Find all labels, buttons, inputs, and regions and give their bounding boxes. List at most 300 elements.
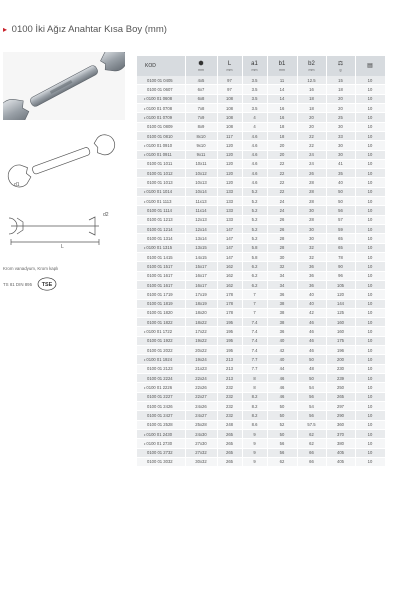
table-cell: 8	[242, 383, 267, 392]
table-cell: 6.2	[242, 280, 267, 289]
length-label: L	[61, 244, 64, 250]
table-cell: 18	[297, 94, 326, 103]
table-row	[137, 252, 385, 261]
table-cell: 8x9	[185, 122, 217, 131]
table-cell: 56	[267, 448, 297, 457]
table-cell: 10	[355, 420, 385, 429]
table-cell: 370	[326, 429, 355, 438]
table-cell: 6.2	[242, 262, 267, 271]
table-row	[137, 420, 385, 429]
table-cell: 22	[267, 187, 297, 196]
spec-notes	[3, 266, 58, 291]
table-cell: 12x13	[185, 215, 217, 224]
table-cell: 18	[267, 131, 297, 140]
page-title-text: 0100 İki Ağız Anahtar Kısa Boy (mm)	[11, 24, 167, 35]
table-row	[137, 94, 385, 103]
table-cell: 133	[217, 197, 242, 206]
table-row	[137, 159, 385, 168]
table-cell: 24x26	[185, 401, 217, 410]
product-code-cell: 0100 01 1822	[137, 318, 185, 327]
table-cell: 196	[326, 346, 355, 355]
product-code-cell: 0100 01 0810	[137, 131, 185, 140]
table-cell: 10	[355, 178, 385, 187]
table-row	[137, 76, 385, 85]
table-cell: 120	[326, 290, 355, 299]
table-row	[137, 392, 385, 401]
table-cell: 265	[217, 448, 242, 457]
table-cell: 10	[355, 383, 385, 392]
table-cell: 27x30	[185, 439, 217, 448]
table-cell: 10	[355, 308, 385, 317]
table-cell: 26	[267, 225, 297, 234]
table-cell: 97	[217, 76, 242, 85]
table-cell: 10	[355, 355, 385, 364]
table-cell: 4	[242, 122, 267, 131]
table-row	[137, 141, 385, 150]
table-cell: 108	[217, 103, 242, 112]
table-cell: 4.6	[242, 150, 267, 159]
table-cell: 46	[297, 336, 326, 345]
table-cell: 59	[326, 225, 355, 234]
table-cell: 9	[242, 439, 267, 448]
table-cell: 195	[217, 346, 242, 355]
table-cell: 405	[326, 457, 355, 466]
table-row	[137, 85, 385, 94]
table-cell: 62	[297, 439, 326, 448]
column-symbol: b2	[308, 60, 315, 67]
column-symbol: L	[227, 60, 232, 67]
table-cell: 380	[326, 439, 355, 448]
table-cell: 20	[297, 122, 326, 131]
table-row	[137, 234, 385, 243]
table-cell: 7	[242, 290, 267, 299]
table-cell: 50	[326, 197, 355, 206]
product-code-cell: 0100 01 2022	[137, 346, 185, 355]
column-header-7	[355, 56, 385, 76]
table-cell: 133	[217, 215, 242, 224]
table-cell: 28	[267, 243, 297, 252]
table-cell: 11x13	[185, 197, 217, 206]
table-cell: 125	[326, 308, 355, 317]
table-cell: 25x28	[185, 420, 217, 429]
column-unit: mm	[279, 67, 285, 72]
table-cell: 20	[267, 150, 297, 159]
table-cell: 40	[297, 299, 326, 308]
table-row	[137, 411, 385, 420]
table-cell: 30	[326, 141, 355, 150]
product-photo	[3, 52, 125, 120]
table-cell: 50	[267, 411, 297, 420]
table-cell: 144	[326, 299, 355, 308]
table-cell: 213	[217, 355, 242, 364]
table-cell: 10	[355, 122, 385, 131]
table-cell: 33	[326, 131, 355, 140]
product-code-cell: • 0100 01 2226	[137, 383, 185, 392]
product-code-cell: • 0100 01 2430	[137, 429, 185, 438]
table-cell: 147	[217, 234, 242, 243]
table-cell: 10	[355, 150, 385, 159]
table-cell: 4.6	[242, 159, 267, 168]
table-cell: 108	[217, 113, 242, 122]
table-cell: 3.5	[242, 94, 267, 103]
table-cell: 21x23	[185, 364, 217, 373]
table-cell: 9x10	[185, 141, 217, 150]
table-cell: 120	[217, 159, 242, 168]
table-row	[137, 206, 385, 215]
table-cell: 46	[297, 346, 326, 355]
table-row	[137, 457, 385, 466]
product-code-cell: 0100 01 2224	[137, 374, 185, 383]
table-cell: 9	[242, 429, 267, 438]
table-cell: 24	[267, 206, 297, 215]
table-cell: 10	[355, 131, 385, 140]
table-cell: 7.4	[242, 336, 267, 345]
table-cell: 120	[217, 178, 242, 187]
column-header-kod: KOD	[137, 56, 185, 76]
table-cell: 38	[267, 318, 297, 327]
table-cell: 12.5	[297, 76, 326, 85]
d2-label: d2	[103, 212, 109, 218]
table-cell: 78	[326, 252, 355, 261]
table-cell: 9x11	[185, 150, 217, 159]
product-code-cell: 0100 01 2528	[137, 420, 185, 429]
wrench-technical-drawing	[3, 130, 125, 250]
table-row	[137, 299, 385, 308]
table-cell: 30x32	[185, 457, 217, 466]
table-row	[137, 103, 385, 112]
table-cell: 10x11	[185, 159, 217, 168]
product-code-cell: 0100 01 1213	[137, 215, 185, 224]
table-cell: 10	[355, 197, 385, 206]
table-cell: 28	[297, 178, 326, 187]
column-unit: mm	[251, 67, 258, 72]
table-cell: 10	[355, 364, 385, 373]
table-cell: 162	[217, 271, 242, 280]
table-cell: 24	[297, 150, 326, 159]
table-cell: 66	[297, 448, 326, 457]
table-cell: 46	[267, 392, 297, 401]
table-cell: 20	[267, 141, 297, 150]
table-cell: 36	[267, 290, 297, 299]
column-symbol: a1	[251, 60, 258, 67]
table-cell: 90	[326, 262, 355, 271]
table-cell: 8.6	[242, 420, 267, 429]
product-code-cell: 0100 01 1820	[137, 308, 185, 317]
table-cell: 48	[297, 364, 326, 373]
table-cell: 213	[217, 374, 242, 383]
column-header-1	[185, 56, 217, 76]
table-cell: 19x22	[185, 336, 217, 345]
table-cell: 42	[297, 308, 326, 317]
table-row	[137, 262, 385, 271]
table-cell: 34	[267, 271, 297, 280]
table-cell: 22	[267, 178, 297, 187]
table-cell: 10x13	[185, 178, 217, 187]
table-cell: 11	[267, 76, 297, 85]
product-code-cell: 0100 01 3032	[137, 457, 185, 466]
table-cell: 30	[297, 234, 326, 243]
product-code-cell: 0100 01 1013	[137, 178, 185, 187]
table-cell: 13x15	[185, 243, 217, 252]
table-row	[137, 215, 385, 224]
table-cell: 16	[297, 85, 326, 94]
table-cell: 3.5	[242, 76, 267, 85]
table-cell: 18x22	[185, 318, 217, 327]
table-cell: 16	[267, 103, 297, 112]
table-cell: 3.5	[242, 85, 267, 94]
table-cell: 10	[355, 169, 385, 178]
column-symbol: ▤	[367, 62, 373, 69]
table-cell: 10	[355, 243, 385, 252]
table-cell: 7.4	[242, 327, 267, 336]
table-cell: 10x12	[185, 169, 217, 178]
table-cell: 13x14	[185, 234, 217, 243]
table-cell: 22	[297, 141, 326, 150]
table-cell: 66	[297, 457, 326, 466]
table-cell: 108	[217, 94, 242, 103]
table-cell: 8.2	[242, 392, 267, 401]
table-row	[137, 280, 385, 289]
table-cell: 7.7	[242, 355, 267, 364]
table-cell: 54	[297, 383, 326, 392]
table-cell: 30	[267, 252, 297, 261]
table-row	[137, 327, 385, 336]
table-cell: 133	[217, 187, 242, 196]
column-header-5	[297, 56, 326, 76]
table-cell: 5.2	[242, 206, 267, 215]
product-code-cell: • 0100 01 2730	[137, 439, 185, 448]
table-cell: 162	[217, 262, 242, 271]
table-cell: 10	[355, 429, 385, 438]
arrow-right-icon: ▸	[3, 25, 8, 34]
table-row	[137, 346, 385, 355]
table-cell: 36	[267, 327, 297, 336]
page-title	[3, 24, 167, 35]
table-cell: 10	[355, 141, 385, 150]
product-code-cell: • 0100 01 0608	[137, 94, 185, 103]
table-cell: 26	[267, 215, 297, 224]
table-cell: 10	[355, 401, 385, 410]
table-row	[137, 187, 385, 196]
table-cell: 5.2	[242, 187, 267, 196]
table-cell: 178	[217, 308, 242, 317]
table-cell: 15	[326, 76, 355, 85]
product-code-cell: 0100 01 1719	[137, 290, 185, 299]
table-cell: 8.2	[242, 411, 267, 420]
table-cell: 32	[267, 262, 297, 271]
table-row	[137, 197, 385, 206]
table-cell: 57	[326, 215, 355, 224]
product-code-cell: • 0100 01 1315	[137, 243, 185, 252]
table-cell: 41	[326, 159, 355, 168]
table-cell: 178	[217, 290, 242, 299]
column-symbol: ⚖	[337, 60, 344, 67]
table-cell: 7x8	[185, 103, 217, 112]
table-cell: 50	[267, 429, 297, 438]
table-cell: 10	[355, 94, 385, 103]
table-cell: 10	[355, 215, 385, 224]
table-cell: 10	[355, 374, 385, 383]
product-code-cell: 0100 01 2427	[137, 411, 185, 420]
table-cell: 360	[326, 420, 355, 429]
product-code-cell: • 0100 01 0911	[137, 150, 185, 159]
table-cell: 24x30	[185, 429, 217, 438]
standard-text: TS 81 DIN 895	[3, 281, 33, 287]
table-cell: 10	[355, 392, 385, 401]
column-unit: mm	[198, 67, 204, 72]
table-cell: 97	[217, 85, 242, 94]
table-cell: 52	[267, 420, 297, 429]
table-row	[137, 225, 385, 234]
table-cell: 11x14	[185, 206, 217, 215]
table-cell: 62	[267, 457, 297, 466]
table-cell: 10	[355, 262, 385, 271]
table-row	[137, 131, 385, 140]
column-header-4	[267, 56, 297, 76]
table-cell: 56	[297, 392, 326, 401]
table-cell: 297	[326, 401, 355, 410]
technical-drawing	[3, 130, 125, 250]
column-header-3	[242, 56, 267, 76]
table-row	[137, 318, 385, 327]
table-cell: 105	[326, 280, 355, 289]
product-code-cell: 0100 01 1012	[137, 169, 185, 178]
table-cell: 30	[326, 122, 355, 131]
table-row	[137, 150, 385, 159]
table-cell: 36	[297, 271, 326, 280]
table-cell: 22	[267, 159, 297, 168]
table-cell: 4	[242, 113, 267, 122]
product-code-cell: 0100 01 0405	[137, 76, 185, 85]
table-cell: 28	[297, 215, 326, 224]
table-cell: 18	[326, 85, 355, 94]
table-cell: 4.6	[242, 141, 267, 150]
table-cell: 9	[242, 457, 267, 466]
column-header-2	[217, 56, 242, 76]
column-unit: g	[339, 67, 342, 72]
table-row	[137, 290, 385, 299]
table-cell: 10	[355, 225, 385, 234]
svg-text:TSE: TSE	[41, 282, 53, 288]
table-cell: 10x14	[185, 187, 217, 196]
table-cell: 20x22	[185, 346, 217, 355]
table-cell: 10	[355, 411, 385, 420]
table-cell: 19x24	[185, 355, 217, 364]
table-cell: 30	[297, 225, 326, 234]
wrench-photo-image	[3, 52, 125, 120]
table-cell: 27x32	[185, 448, 217, 457]
table-cell: 213	[217, 364, 242, 373]
table-cell: 10	[355, 280, 385, 289]
table-cell: 24	[297, 159, 326, 168]
table-cell: 18x20	[185, 308, 217, 317]
table-cell: 62	[297, 429, 326, 438]
table-cell: 7.4	[242, 318, 267, 327]
material-note: Krom vanadyum, Krom kaplı	[3, 266, 59, 271]
table-row	[137, 448, 385, 457]
table-cell: 10	[355, 327, 385, 336]
table-cell: 18	[297, 103, 326, 112]
column-header-6	[326, 56, 355, 76]
table-cell: 5.8	[242, 243, 267, 252]
table-cell: 147	[217, 243, 242, 252]
column-symbol: b1	[278, 60, 286, 67]
table-cell: 250	[326, 383, 355, 392]
table-cell: 56	[297, 411, 326, 420]
table-cell: 8.2	[242, 401, 267, 410]
table-cell: 4.6	[242, 131, 267, 140]
table-cell: 117	[217, 131, 242, 140]
table-cell: 65	[326, 243, 355, 252]
table-cell: 5.2	[242, 234, 267, 243]
table-cell: 15x17	[185, 262, 217, 271]
table-cell: 195	[217, 336, 242, 345]
table-cell: 50	[326, 187, 355, 196]
table-cell: 46	[267, 374, 297, 383]
table-cell: 7x9	[185, 113, 217, 122]
table-cell: 57.5	[297, 420, 326, 429]
table-cell: 38	[267, 299, 297, 308]
product-code-cell: • 0100 01 0910	[137, 141, 185, 150]
table-cell: 10	[355, 103, 385, 112]
table-cell: 20	[326, 103, 355, 112]
table-cell: 232	[217, 383, 242, 392]
table-cell: 10	[355, 271, 385, 280]
table-cell: 50	[297, 374, 326, 383]
table-cell: 6x8	[185, 94, 217, 103]
product-code-cell: 0100 01 2227	[137, 392, 185, 401]
table-cell: 7.4	[242, 346, 267, 355]
table-cell: 26	[297, 169, 326, 178]
table-cell: 230	[326, 364, 355, 373]
table-cell: 5.2	[242, 215, 267, 224]
table-cell: 265	[217, 429, 242, 438]
table-cell: 96	[326, 271, 355, 280]
table-cell: 28	[267, 234, 297, 243]
table-cell: 30	[326, 150, 355, 159]
product-code-cell: 0100 01 2732	[137, 448, 185, 457]
table-cell: 24	[267, 197, 297, 206]
product-code-cell: • 0100 01 1924	[137, 355, 185, 364]
table-cell: 232	[217, 401, 242, 410]
spec-table-body	[137, 76, 385, 467]
spec-table	[137, 56, 386, 467]
table-cell: 54	[297, 401, 326, 410]
table-cell: 5.2	[242, 225, 267, 234]
product-code-cell: 0100 01 0607	[137, 85, 185, 94]
table-cell: 50	[297, 355, 326, 364]
table-cell: 10	[355, 252, 385, 261]
table-row	[137, 113, 385, 122]
product-code-cell: 0100 01 1517	[137, 262, 185, 271]
table-row	[137, 308, 385, 317]
product-code-cell: 0100 01 1922	[137, 336, 185, 345]
column-symbol: ⬢	[198, 60, 204, 67]
table-cell: 32	[297, 252, 326, 261]
table-cell: 46	[267, 383, 297, 392]
table-cell: 10	[355, 159, 385, 168]
table-cell: 22x26	[185, 383, 217, 392]
table-cell: 195	[217, 327, 242, 336]
table-cell: 10	[355, 290, 385, 299]
table-cell: 30	[297, 206, 326, 215]
product-code-cell: 0100 01 2123	[137, 364, 185, 373]
table-cell: 42	[267, 346, 297, 355]
table-cell: 195	[217, 318, 242, 327]
product-code-cell: 0100 01 1415	[137, 252, 185, 261]
table-cell: 120	[217, 169, 242, 178]
table-cell: 147	[217, 252, 242, 261]
